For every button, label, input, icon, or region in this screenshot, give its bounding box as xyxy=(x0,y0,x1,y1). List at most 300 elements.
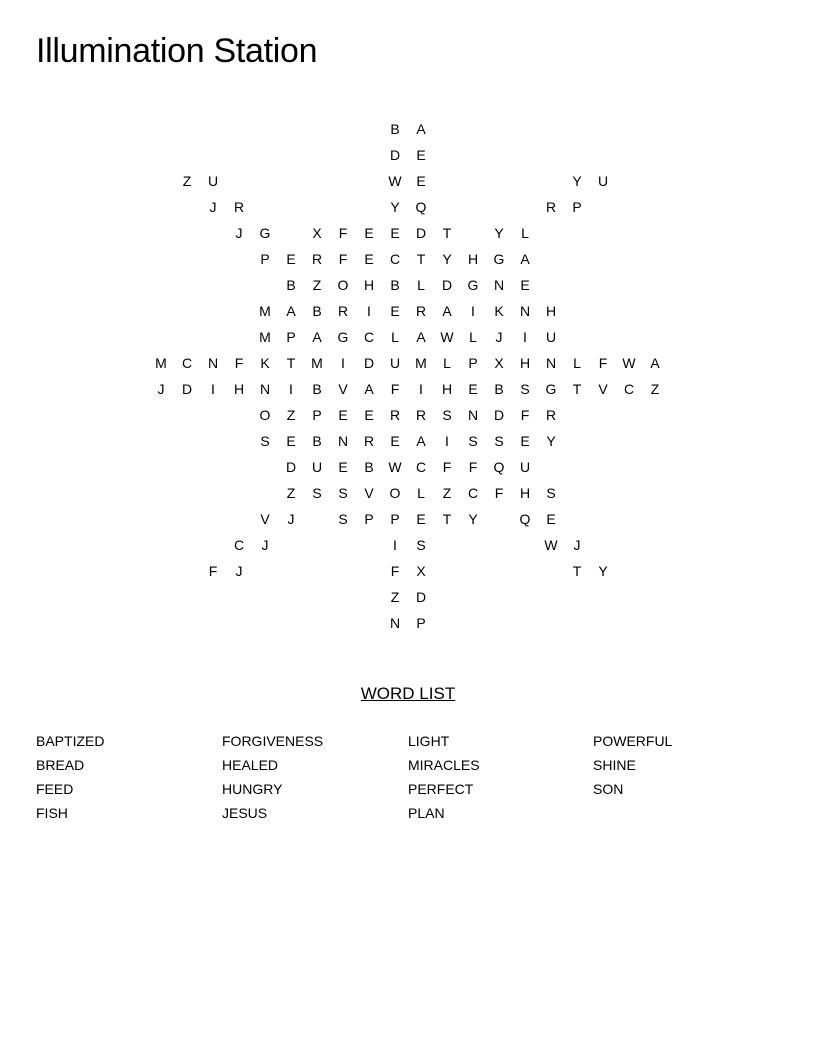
grid-cell xyxy=(330,558,356,584)
grid-row xyxy=(148,480,668,506)
grid-cell xyxy=(434,194,460,220)
grid-cell: C xyxy=(233,537,245,553)
word-list-item: HUNGRY xyxy=(222,781,283,797)
grid-row xyxy=(148,220,668,246)
grid-cell: E xyxy=(364,225,374,241)
grid-cell: E xyxy=(390,225,400,241)
grid-cell xyxy=(200,480,226,506)
grid-cell xyxy=(486,116,512,142)
grid-cell: D xyxy=(363,355,375,371)
grid-cell xyxy=(590,610,616,636)
grid-cell xyxy=(252,480,278,506)
grid-cell: A xyxy=(312,329,322,345)
grid-cell xyxy=(148,610,174,636)
word-list-item: BAPTIZED xyxy=(36,733,105,749)
word-list-heading: WORD LIST xyxy=(360,684,456,703)
grid-cell: A xyxy=(520,251,530,267)
grid-cell xyxy=(590,506,616,532)
grid-cell: P xyxy=(468,355,478,371)
grid-cell xyxy=(226,142,252,168)
grid-cell xyxy=(642,168,668,194)
word-list-item: LIGHT xyxy=(408,733,450,749)
grid-cell xyxy=(200,454,226,480)
grid-cell xyxy=(174,298,200,324)
grid-cell xyxy=(642,298,668,324)
grid-row xyxy=(148,428,668,454)
grid-cell xyxy=(174,480,200,506)
grid-cell: W xyxy=(388,459,402,475)
grid-cell: Q xyxy=(519,511,531,527)
grid-cell: J xyxy=(235,225,243,241)
grid-cell: L xyxy=(417,277,425,293)
grid-cell xyxy=(616,194,642,220)
grid-cell xyxy=(486,610,512,636)
grid-cell: R xyxy=(545,407,557,423)
grid-cell: W xyxy=(622,355,636,371)
grid-cell xyxy=(434,584,460,610)
grid-cell xyxy=(486,194,512,220)
grid-cell xyxy=(486,506,512,532)
grid-cell: R xyxy=(233,199,245,215)
grid-cell xyxy=(564,480,590,506)
grid-cell xyxy=(174,532,200,558)
grid-cell: P xyxy=(416,615,426,631)
grid-cell xyxy=(200,142,226,168)
grid-cell: L xyxy=(443,355,451,371)
grid-cell xyxy=(278,532,304,558)
grid-cell xyxy=(252,116,278,142)
grid-cell xyxy=(174,324,200,350)
grid-cell xyxy=(460,610,486,636)
grid-cell xyxy=(304,142,330,168)
grid-row xyxy=(148,116,668,142)
word-list-item: FORGIVENESS xyxy=(222,733,324,749)
grid-cell: Z xyxy=(286,407,296,423)
grid-cell xyxy=(252,610,278,636)
grid-cell: I xyxy=(341,355,345,371)
grid-cell xyxy=(148,402,174,428)
grid-cell: M xyxy=(155,355,167,371)
word-list-column-1 xyxy=(36,730,216,826)
word-list-item: MIRACLES xyxy=(408,757,480,773)
grid-cell: V xyxy=(260,511,270,527)
grid-cell xyxy=(148,272,174,298)
grid-cell xyxy=(148,506,174,532)
grid-cell: V xyxy=(338,381,348,397)
grid-cell: A xyxy=(442,303,452,319)
grid-cell xyxy=(642,220,668,246)
grid-cell: C xyxy=(389,251,401,267)
grid-cell xyxy=(434,142,460,168)
grid-cell: M xyxy=(259,329,271,345)
grid-cell: E xyxy=(338,407,348,423)
grid-cell: U xyxy=(207,173,219,189)
grid-cell xyxy=(148,246,174,272)
grid-cell xyxy=(200,246,226,272)
grid-cell xyxy=(148,558,174,584)
grid-cell xyxy=(486,584,512,610)
grid-cell xyxy=(564,584,590,610)
grid-cell: Z xyxy=(286,485,296,501)
grid-cell: I xyxy=(471,303,475,319)
grid-cell: F xyxy=(442,459,452,475)
grid-cell: C xyxy=(467,485,479,501)
grid-cell xyxy=(564,298,590,324)
grid-cell: Z xyxy=(650,381,660,397)
grid-cell xyxy=(538,168,564,194)
word-list-item: POWERFUL xyxy=(593,733,673,749)
grid-cell xyxy=(642,454,668,480)
grid-cell xyxy=(590,220,616,246)
grid-cell: H xyxy=(233,381,245,397)
grid-cell xyxy=(590,584,616,610)
grid-cell: J xyxy=(287,511,295,527)
grid-cell xyxy=(590,454,616,480)
grid-cell: Y xyxy=(442,251,452,267)
grid-cell: M xyxy=(311,355,323,371)
grid-cell xyxy=(330,142,356,168)
grid-cell xyxy=(226,506,252,532)
grid-cell: X xyxy=(312,225,322,241)
grid-cell xyxy=(460,532,486,558)
grid-cell xyxy=(174,116,200,142)
grid-cell xyxy=(642,610,668,636)
grid-cell xyxy=(564,402,590,428)
grid-cell: A xyxy=(416,329,426,345)
grid-cell xyxy=(434,532,460,558)
grid-cell xyxy=(304,194,330,220)
grid-cell: J xyxy=(261,537,269,553)
word-list-item: JESUS xyxy=(222,805,268,821)
grid-cell xyxy=(252,272,278,298)
grid-cell: F xyxy=(234,355,244,371)
grid-cell xyxy=(174,402,200,428)
grid-cell: C xyxy=(181,355,193,371)
word-search-grid xyxy=(148,116,668,636)
grid-cell: R xyxy=(337,303,349,319)
grid-cell xyxy=(642,532,668,558)
grid-cell: Z xyxy=(442,485,452,501)
grid-cell: G xyxy=(467,277,479,293)
grid-cell xyxy=(590,246,616,272)
grid-cell xyxy=(616,220,642,246)
grid-cell xyxy=(278,168,304,194)
grid-cell xyxy=(200,532,226,558)
grid-cell xyxy=(642,402,668,428)
grid-cell xyxy=(226,298,252,324)
grid-cell: U xyxy=(545,329,557,345)
grid-cell xyxy=(512,584,538,610)
grid-cell: N xyxy=(389,615,401,631)
grid-cell: Y xyxy=(494,225,504,241)
grid-cell xyxy=(460,558,486,584)
grid-cell: E xyxy=(416,511,426,527)
grid-cell: N xyxy=(519,303,531,319)
grid-cell: I xyxy=(367,303,371,319)
grid-cell: H xyxy=(467,251,479,267)
grid-cell xyxy=(486,532,512,558)
grid-cell xyxy=(616,610,642,636)
grid-cell xyxy=(174,454,200,480)
grid-cell: H xyxy=(545,303,557,319)
grid-cell: H xyxy=(519,485,531,501)
grid-cell xyxy=(486,558,512,584)
grid-cell xyxy=(200,610,226,636)
grid-cell xyxy=(434,610,460,636)
grid-cell: I xyxy=(419,381,423,397)
grid-cell xyxy=(564,220,590,246)
grid-cell: K xyxy=(260,355,270,371)
grid-cell: T xyxy=(572,563,582,579)
grid-row xyxy=(148,246,668,272)
grid-cell: E xyxy=(468,381,478,397)
grid-cell: I xyxy=(523,329,527,345)
grid-cell xyxy=(226,428,252,454)
grid-cell: X xyxy=(416,563,426,579)
grid-cell xyxy=(226,324,252,350)
grid-cell: E xyxy=(286,433,296,449)
grid-cell xyxy=(148,324,174,350)
grid-cell: I xyxy=(289,381,293,397)
grid-cell xyxy=(304,610,330,636)
grid-cell: O xyxy=(389,485,401,501)
page-title: Illumination Station xyxy=(36,32,318,70)
grid-cell: E xyxy=(390,303,400,319)
grid-cell: T xyxy=(416,251,426,267)
grid-cell xyxy=(278,610,304,636)
grid-cell xyxy=(330,532,356,558)
grid-cell xyxy=(148,142,174,168)
grid-cell xyxy=(512,168,538,194)
grid-cell xyxy=(616,246,642,272)
grid-cell xyxy=(200,272,226,298)
grid-cell: Z xyxy=(390,589,400,605)
grid-cell: A xyxy=(416,121,426,137)
grid-cell xyxy=(642,324,668,350)
grid-cell: U xyxy=(311,459,323,475)
grid-cell xyxy=(278,220,304,246)
grid-cell xyxy=(330,116,356,142)
grid-cell xyxy=(434,116,460,142)
grid-cell xyxy=(148,298,174,324)
grid-cell: U xyxy=(519,459,531,475)
grid-cell xyxy=(460,584,486,610)
grid-cell xyxy=(174,428,200,454)
grid-cell: L xyxy=(391,329,399,345)
grid-cell: Y xyxy=(598,563,608,579)
grid-cell: B xyxy=(312,381,322,397)
grid-cell xyxy=(226,272,252,298)
grid-cell xyxy=(174,194,200,220)
grid-cell xyxy=(616,584,642,610)
grid-cell xyxy=(252,558,278,584)
word-list-item: FEED xyxy=(36,781,74,797)
grid-cell: D xyxy=(441,277,453,293)
grid-cell: F xyxy=(390,381,400,397)
grid-cell xyxy=(590,298,616,324)
grid-cell: Y xyxy=(390,199,400,215)
grid-cell: O xyxy=(259,407,271,423)
grid-cell xyxy=(512,558,538,584)
grid-cell: B xyxy=(364,459,374,475)
grid-row xyxy=(148,558,668,584)
grid-cell: D xyxy=(389,147,401,163)
grid-cell xyxy=(148,454,174,480)
grid-cell: S xyxy=(442,407,452,423)
grid-cell xyxy=(356,610,382,636)
grid-cell: Z xyxy=(312,277,322,293)
grid-cell: S xyxy=(416,537,426,553)
grid-cell: C xyxy=(363,329,375,345)
grid-cell xyxy=(226,610,252,636)
grid-cell xyxy=(512,610,538,636)
grid-cell: S xyxy=(338,485,348,501)
grid-cell xyxy=(616,506,642,532)
grid-cell xyxy=(564,116,590,142)
grid-cell: L xyxy=(417,485,425,501)
grid-cell: F xyxy=(390,563,400,579)
grid-cell: B xyxy=(390,121,400,137)
grid-cell xyxy=(564,272,590,298)
grid-cell: Q xyxy=(415,199,427,215)
grid-cell xyxy=(200,428,226,454)
grid-cell: V xyxy=(364,485,374,501)
word-list-column-4 xyxy=(593,730,773,802)
grid-cell xyxy=(564,454,590,480)
grid-cell: G xyxy=(545,381,557,397)
grid-cell xyxy=(538,558,564,584)
grid-cell: N xyxy=(259,381,271,397)
grid-cell xyxy=(148,194,174,220)
grid-cell: L xyxy=(573,355,581,371)
grid-cell: B xyxy=(286,277,296,293)
grid-cell: R xyxy=(363,433,375,449)
grid-cell: R xyxy=(545,199,557,215)
grid-cell xyxy=(278,142,304,168)
grid-cell xyxy=(616,168,642,194)
grid-cell xyxy=(538,220,564,246)
grid-cell xyxy=(616,324,642,350)
grid-cell xyxy=(460,116,486,142)
grid-cell xyxy=(174,246,200,272)
grid-cell: X xyxy=(494,355,504,371)
grid-cell xyxy=(616,272,642,298)
grid-cell xyxy=(252,584,278,610)
grid-cell: Y xyxy=(468,511,478,527)
grid-row xyxy=(148,506,668,532)
grid-cell: E xyxy=(520,433,530,449)
grid-cell xyxy=(564,506,590,532)
grid-cell xyxy=(278,194,304,220)
grid-cell xyxy=(512,194,538,220)
grid-cell xyxy=(616,480,642,506)
grid-cell: E xyxy=(520,277,530,293)
grid-row xyxy=(148,402,668,428)
grid-cell xyxy=(564,324,590,350)
grid-cell xyxy=(642,558,668,584)
grid-cell xyxy=(226,246,252,272)
grid-cell: A xyxy=(416,433,426,449)
grid-cell xyxy=(642,194,668,220)
grid-cell xyxy=(304,532,330,558)
grid-cell: R xyxy=(311,251,323,267)
grid-cell xyxy=(148,584,174,610)
word-list-column-2 xyxy=(222,730,402,826)
grid-cell: P xyxy=(312,407,322,423)
grid-cell xyxy=(642,480,668,506)
grid-cell xyxy=(616,454,642,480)
grid-cell xyxy=(304,558,330,584)
grid-cell: E xyxy=(364,407,374,423)
grid-cell xyxy=(486,168,512,194)
grid-cell xyxy=(200,298,226,324)
grid-cell xyxy=(590,142,616,168)
grid-cell xyxy=(148,168,174,194)
grid-cell: C xyxy=(415,459,427,475)
grid-cell xyxy=(356,194,382,220)
grid-cell xyxy=(252,142,278,168)
grid-cell: N xyxy=(207,355,219,371)
grid-cell: U xyxy=(389,355,401,371)
grid-cell: B xyxy=(312,303,322,319)
grid-cell xyxy=(304,584,330,610)
grid-cell xyxy=(590,480,616,506)
grid-cell xyxy=(174,584,200,610)
grid-cell: D xyxy=(181,381,193,397)
grid-cell: A xyxy=(650,355,660,371)
grid-cell xyxy=(200,220,226,246)
grid-cell: N xyxy=(493,277,505,293)
grid-cell xyxy=(616,428,642,454)
grid-cell xyxy=(356,532,382,558)
grid-cell: B xyxy=(390,277,400,293)
grid-cell: B xyxy=(312,433,322,449)
grid-cell: K xyxy=(494,303,504,319)
grid-cell xyxy=(538,454,564,480)
grid-cell xyxy=(512,142,538,168)
grid-cell xyxy=(616,558,642,584)
grid-cell: P xyxy=(260,251,270,267)
grid-cell xyxy=(564,610,590,636)
grid-cell: N xyxy=(337,433,349,449)
grid-cell xyxy=(460,168,486,194)
grid-cell xyxy=(226,168,252,194)
grid-cell xyxy=(226,402,252,428)
grid-cell xyxy=(330,194,356,220)
grid-cell: T xyxy=(442,225,452,241)
grid-cell: G xyxy=(493,251,505,267)
grid-cell: S xyxy=(546,485,556,501)
grid-cell xyxy=(148,116,174,142)
grid-cell xyxy=(252,194,278,220)
grid-cell: E xyxy=(390,433,400,449)
grid-cell xyxy=(642,584,668,610)
word-list-column-3 xyxy=(408,730,588,826)
grid-cell: T xyxy=(572,381,582,397)
word-list-item: SHINE xyxy=(593,757,636,773)
grid-cell xyxy=(538,272,564,298)
grid-cell xyxy=(512,532,538,558)
grid-cell xyxy=(174,558,200,584)
grid-cell: W xyxy=(388,173,402,189)
grid-cell xyxy=(174,272,200,298)
grid-cell xyxy=(200,116,226,142)
grid-cell xyxy=(616,142,642,168)
word-list-item: SON xyxy=(593,781,624,797)
grid-cell xyxy=(304,116,330,142)
grid-row xyxy=(148,532,668,558)
grid-cell xyxy=(148,532,174,558)
